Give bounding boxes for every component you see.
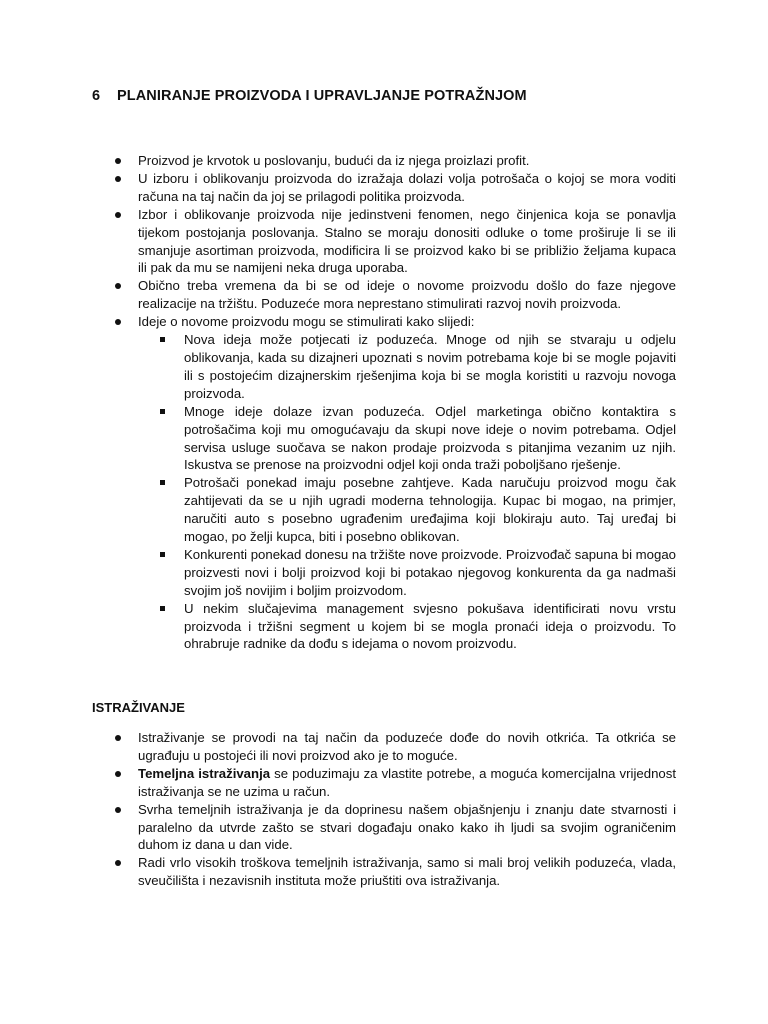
square-bullet-icon (160, 337, 165, 342)
square-bullet-icon (160, 552, 165, 557)
list-item: U izboru i oblikovanju proizvoda do izražaja dolazi volja potrošača o kojoj se mora voditi računa na taj način da joj se prilagodi politika proizvoda. (92, 170, 676, 206)
bullet-icon (115, 176, 121, 182)
chapter-number: 6 (92, 88, 101, 104)
chapter-title-text: PLANIRANJE PROIZVODA I UPRAVLJANJE POTRAŽNJOM (117, 88, 527, 104)
sub-list-item: U nekim slučajevima management svjesno pokušava identificirati novu vrstu proizvoda i tržišni segment u kojem bi se mogla pronaći ideja o proizvodu. To ohrabruje radnike da dođu s idejama o novom proizvodu. (138, 600, 676, 654)
sub-list-item: Potrošači ponekad imaju posebne zahtjeve. Kada naručuju proizvod mogu čak zahtijevati da se u njih ugradi moderna tehnologija. Kupac bi mogao, na primjer, naručiti auto s posebno ugrađenim uređajima koji blokiraju auto. Taj uređaj bi mogao, po želji kupca, biti i posebno oblikovan. (138, 474, 676, 546)
list-item: Temeljna istraživanja se poduzimaju za vlastite potrebe, a moguća komercijalna vrijednost istraživanja se ne uzima u račun. (92, 765, 676, 801)
bullet-icon (115, 807, 121, 813)
list-item: Ideje o novome proizvodu mogu se stimulirati kako slijedi: Nova ideja može potjecati iz poduzeća. Mnoge od njih se stvaraju u odjelu oblikovanja, kada su dizajneri upoznati s novim potrebama koje bi se mogle pojaviti ili s postojećim dizajnerskim rješenjima koja bi se mogla koristiti u razvoju novoga proizvoda. Mnoge ideje dolaze izvan poduzeća. Odjel marketinga obično kontaktira s potrošačima koji mu omogućavaju da skupi nove ideje o novim potrebama. Odjel servisa usluge suočava se nakon prodaje proizvoda s pitanjima vezanim uz njih. Iskustva se prenose na proizvodni odjel koji onda traži poboljšano rješenje. Potrošači ponekad imaju posebne zahtjeve. Kada naručuju proizvod mogu čak zahtijevati da se u njih ugradi moderna tehnologija. Kupac bi mogao, na primjer, naručiti auto s posebno ugrađenim uređajima koji blokiraju auto. Taj uređaj bi mogao, po želji kupca, biti i posebno oblikovan. Konkurenti ponekad donesu na tržište nove proizvode. Proizvođač sapuna bi mogao proizvesti novi i bolji proizvod koji bi potakao njegovog konkurenta da ga nadmaši svojim još novijim i boljim proizvodom. U nekim slučajevima management svjesno pokušava identificirati novu vrstu proizvoda i tržišni segment u kojem bi se mogla pronaći ideja o proizvodu. To ohrabruje radnike da dođu s idejama o novom proizvodu. (92, 313, 676, 653)
square-bullet-icon (160, 409, 165, 414)
idea-sources-list (138, 331, 676, 653)
list-item: Radi vrlo visokih troškova temeljnih istraživanja, samo si mali broj velikih poduzeća, vlada, sveučilišta i nezavisnih instituta može priuštiti ova istraživanja. (92, 854, 676, 890)
list-item: Proizvod je krvotok u poslovanju, budući da iz njega proizlazi profit. (92, 152, 676, 170)
bullet-icon (115, 319, 121, 325)
bullet-icon (115, 735, 121, 741)
square-bullet-icon (160, 606, 165, 611)
list-item: Obično treba vremena da bi se od ideje o novome proizvodu došlo do faze njegove realizacije na tržištu. Poduzeće mora neprestano stimulirati razvoj novih proizvoda. (92, 277, 676, 313)
sub-list-item: Konkurenti ponekad donesu na tržište nove proizvode. Proizvođač sapuna bi mogao proizvesti novi i bolji proizvod koji bi potakao njegovog konkurenta da ga nadmaši svojim još novijim i boljim proizvodom. (138, 546, 676, 600)
research-list (92, 729, 676, 890)
bullet-icon (115, 771, 121, 777)
list-item: Istraživanje se provodi na taj način da poduzeće dođe do novih otkrića. Ta otkrića se ugrađuju u postojeći ili novi proizvod ako je to moguće. (92, 729, 676, 765)
bold-term: Temeljna istraživanja (138, 765, 271, 781)
bullet-icon (115, 860, 121, 866)
chapter-title (92, 88, 527, 104)
square-bullet-icon (160, 480, 165, 485)
bullet-icon (115, 283, 121, 289)
product-planning-list (92, 152, 676, 653)
sub-list-item: Nova ideja može potjecati iz poduzeća. Mnoge od njih se stvaraju u odjelu oblikovanja, kada su dizajneri upoznati s novim potrebama koje bi se mogle pojaviti ili s postojećim dizajnerskim rješenjima koja bi se mogla koristiti u razvoju novoga proizvoda. (138, 331, 676, 403)
bullet-icon (115, 212, 121, 218)
list-item: Svrha temeljnih istraživanja je da doprinesu našem objašnjenju i znanju date stvarnosti i paralelno da utvrde zašto se stvari događaju onako kako ih ljudi sa svojim ograničenim duhom iz dana u dan vide. (92, 801, 676, 855)
section-heading: ISTRAŽIVANJE (92, 700, 185, 715)
sub-list-item: Mnoge ideje dolaze izvan poduzeća. Odjel marketinga obično kontaktira s potrošačima koji mu omogućavaju da skupi nove ideje o novim potrebama. Odjel servisa usluge suočava se nakon prodaje proizvoda s pitanjima vezanim uz njih. Iskustva se prenose na proizvodni odjel koji onda traži poboljšano rješenje. (138, 403, 676, 475)
list-item: Izbor i oblikovanje proizvoda nije jedinstveni fenomen, nego činjenica koja se ponavlja tijekom postojanja poslovanja. Stalno se moraju donositi odluke o tome proširuje li se ili smanjuje asortiman proizvoda, modificira li se proizvod kako bi se približio željama kupaca ili pak da mu se namijeni neka druga uporaba. (92, 206, 676, 278)
bullet-icon (115, 158, 121, 164)
